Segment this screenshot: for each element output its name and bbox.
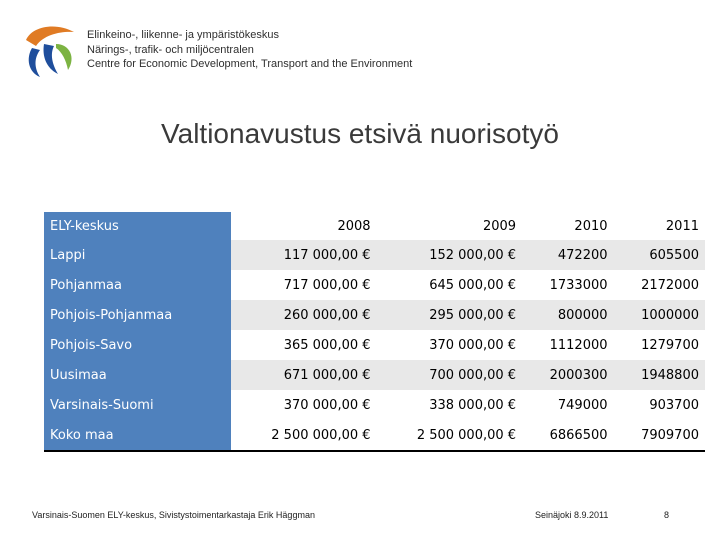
cell-2010: 800000 — [522, 300, 613, 330]
cell-2010: 749000 — [557, 397, 608, 413]
footer-date: Seinäjoki 8.9.2011 — [535, 510, 609, 520]
row-label: Koko maa — [44, 420, 231, 451]
cell-2010: 2000300 — [522, 360, 613, 390]
table-row — [44, 300, 705, 330]
cell-2008: 117 000,00 € — [231, 240, 377, 270]
col-header-ely: ELY-keskus — [44, 212, 231, 240]
cell-2011: 605500 — [614, 240, 705, 270]
cell-2008: 260 000,00 € — [231, 300, 377, 330]
table-row — [44, 330, 705, 360]
col-header-2009: 2009 — [482, 218, 517, 234]
cell-2008: 717 000,00 € — [283, 277, 371, 293]
cell-2008: 370 000,00 € — [283, 397, 371, 413]
cell-2010: 6866500 — [522, 420, 613, 451]
footer-presenter: Varsinais-Suomen ELY-keskus, Sivistystoimentarkastaja Erik Häggman — [32, 510, 315, 520]
table-header-row — [44, 212, 705, 240]
cell-2011: 2172000 — [641, 277, 699, 293]
row-label: Pohjois-Pohjanmaa — [44, 300, 231, 330]
cell-2009: 700 000,00 € — [377, 360, 523, 390]
table-row — [44, 360, 705, 390]
org-name-en: Centre for Economic Development, Transport and the Environment — [87, 58, 413, 70]
slide-title: Valtionavustus etsivä nuorisotyö — [161, 118, 559, 149]
row-label: Uusimaa — [44, 360, 231, 390]
cell-2008: 365 000,00 € — [283, 337, 371, 353]
cell-2011: 1279700 — [641, 337, 699, 353]
col-header-2011: 2011 — [665, 218, 699, 234]
cell-2009: 2 500 000,00 € — [377, 420, 523, 451]
table-row — [44, 240, 705, 270]
cell-2008: 2 500 000,00 € — [231, 420, 377, 451]
cell-2010: 1733000 — [549, 277, 608, 293]
col-header-2010: 2010 — [574, 218, 608, 234]
org-name-sv: Närings-, trafik- och miljöcentralen — [87, 43, 254, 56]
cell-2008: 671 000,00 € — [231, 360, 377, 390]
cell-2009: 295 000,00 € — [377, 300, 523, 330]
funding-table — [44, 212, 705, 452]
page-number: 8 — [664, 510, 670, 520]
cell-2010: 472200 — [522, 240, 613, 270]
cell-2011: 903700 — [649, 397, 699, 413]
org-name-fi: Elinkeino-, liikenne- ja ympäristökeskus — [87, 29, 279, 41]
cell-2009: 370 000,00 € — [429, 337, 517, 353]
cell-2011: 1948800 — [614, 360, 705, 390]
row-label: Pohjanmaa — [44, 270, 231, 300]
table-row — [44, 270, 705, 300]
row-label: Pohjois-Savo — [44, 330, 231, 360]
table-row — [44, 390, 705, 420]
table-row-total — [44, 420, 705, 451]
ely-logo-icon — [22, 22, 76, 80]
row-label: Lappi — [44, 240, 231, 270]
row-label: Varsinais-Suomi — [44, 390, 231, 420]
cell-2011: 7909700 — [614, 420, 705, 451]
col-header-2008: 2008 — [337, 218, 371, 234]
cell-2009: 338 000,00 € — [429, 397, 517, 413]
cell-2009: 645 000,00 € — [429, 277, 517, 293]
cell-2009: 152 000,00 € — [377, 240, 523, 270]
cell-2011: 1000000 — [614, 300, 705, 330]
cell-2010: 1112000 — [549, 337, 608, 353]
organization-name — [87, 28, 412, 72]
